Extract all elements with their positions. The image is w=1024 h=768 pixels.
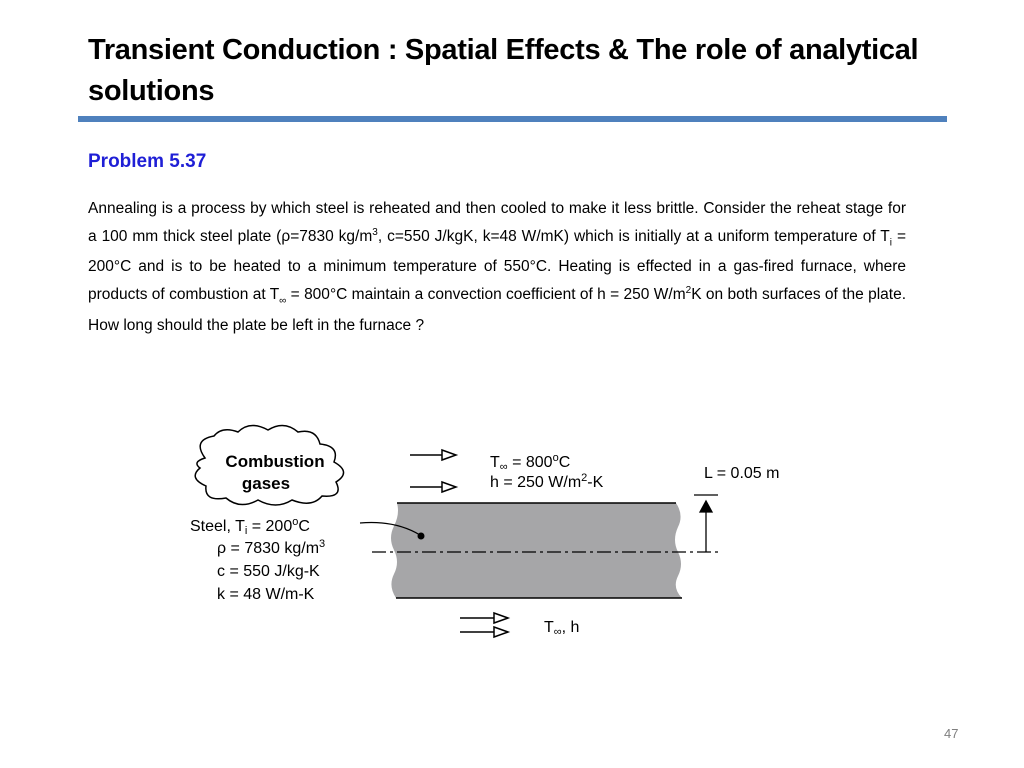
combustion-cloud [195, 425, 343, 505]
page-number: 47 [944, 726, 959, 741]
steel-plate [391, 503, 682, 598]
half-thickness-label: L = 0.05 m [704, 465, 780, 482]
cloud-label-combustion: Combustion [225, 452, 325, 471]
rho-symbol: ρ [281, 228, 291, 246]
top-temperature-label: $T\infty = 800^oC$ [490, 452, 571, 473]
top-flow-arrows [410, 450, 456, 492]
specific-heat-label: c = 550 J/kg-K [217, 563, 320, 580]
thickness-dimension [694, 495, 718, 552]
cloud-label-gases: gases [241, 474, 291, 493]
slide-title: Transient Conduction : Spatial Effects & The role of analytical solutions [88, 34, 919, 107]
bottom-flow-arrows [460, 613, 508, 637]
top-convection-label: h = 250 $W/m^2-K$ [490, 472, 604, 491]
problem-heading: Problem 5.37 [88, 151, 207, 172]
degree-symbol: ° [329, 286, 337, 304]
steel-initial-temp-label: Steel, $Ti = 200^oC$ [190, 516, 310, 537]
leader-dot [418, 533, 425, 540]
degree-symbol: ° [529, 258, 536, 276]
problem-statement: Annealing is a process by which steel is reheated and then cooled to make it less brittle. Consider the reheat stage for a 100 mm thick steel plate (ρ=7830 $kg/m^3$, c=550 J/kgK, k=48 W/mK) which is initially at a uniform temperature of $T_i = 200^\circ C$ and is to be heated to a minimum temperature of 550°C. Heating is effected in a gas-fired furnace, where products of combustion at $T_\infty = 800^\circ C$ maintain a convection coefficient of h = 250 $W/m^2K$ on both surfaces of the plate. How long should the plate be left in the furnace ? [88, 200, 907, 334]
density-label: ρ = 7830 $kg/m^3$ [217, 538, 326, 557]
infinity-symbol: ∞ [279, 295, 287, 307]
conductivity-label: k = 48 W/m-K [217, 586, 315, 603]
bottom-temperature-label: T∞, h [544, 619, 580, 638]
degree-symbol: ° [113, 258, 121, 276]
